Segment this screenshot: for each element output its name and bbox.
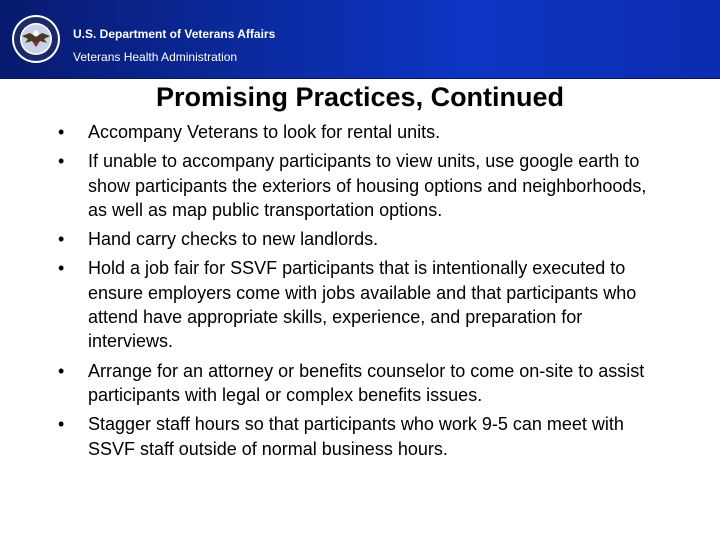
bullet-text: Hold a job fair for SSVF participants that is intentionally executed to ensure employers come with jobs available and that participants who attend have appropriate skills, experience, and preparation for interviews. <box>88 258 637 352</box>
bullet-item <box>58 227 668 251</box>
org-name: U.S. Department of Veterans Affairs <box>73 27 276 41</box>
org-subtitle: Veterans Health Administration <box>73 50 238 64</box>
bullet-text: Stagger staff hours so that participants who work 9-5 can meet with SSVF staff outside of normal business hours. <box>88 414 624 459</box>
bullet-marker: • <box>58 122 65 142</box>
bullet-marker: • <box>58 414 65 435</box>
slide-title: Promising Practices, Continued <box>155 82 565 112</box>
va-seal-icon <box>11 14 61 64</box>
bullet-list <box>58 120 668 466</box>
bullet-marker: • <box>58 151 65 172</box>
bullet-text: Arrange for an attorney or benefits counselor to come on-site to assist participants with legal or complex benefits issues. <box>88 360 645 405</box>
bullet-text: Hand carry checks to new landlords. <box>88 229 379 250</box>
bullet-item <box>58 120 668 144</box>
bullet-item <box>58 256 668 353</box>
bullet-item <box>58 412 668 461</box>
bullet-item <box>58 359 668 408</box>
bullet-marker: • <box>58 229 65 250</box>
bullet-marker: • <box>58 360 65 381</box>
bullet-item <box>58 149 668 222</box>
header-banner <box>0 0 720 79</box>
bullet-text: Accompany Veterans to look for rental units. <box>88 122 441 142</box>
bullet-text: If unable to accompany participants to view units, use google earth to show participants the exteriors of housing options and neighborhoods, as well as map public transportation options. <box>88 151 647 220</box>
bullet-marker: • <box>58 258 65 279</box>
